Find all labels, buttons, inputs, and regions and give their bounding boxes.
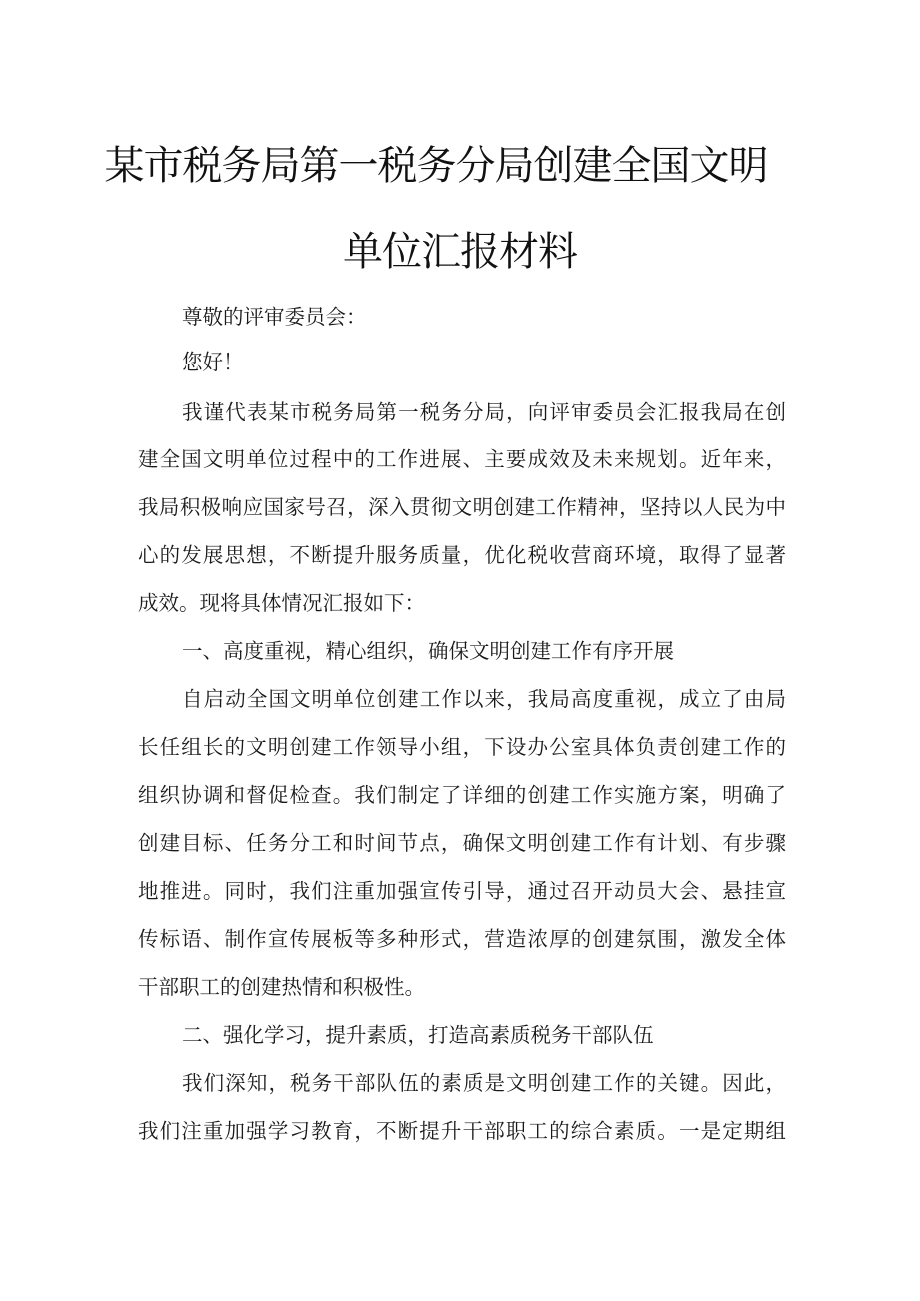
- greeting: 您好！: [182, 350, 244, 374]
- document-title-line-1: 某市税务局第一税务分局创建全国文明: [104, 143, 768, 189]
- paragraph-line: 建全国文明单位过程中的工作进展、主要成效及未来规划。近年来，: [138, 447, 786, 471]
- paragraph-line: 长任组长的文明创建工作领导小组，下设办公室具体负责创建工作的: [138, 735, 786, 759]
- section-heading-1: 一、高度重视，精心组织，确保文明创建工作有序开展: [182, 639, 674, 663]
- paragraph-line: 组织协调和督促检查。我们制定了详细的创建工作实施方案，明确了: [138, 783, 786, 807]
- paragraph-line: 成效。现将具体情况汇报如下：: [138, 591, 425, 615]
- paragraph-line: 我局积极响应国家号召，深入贯彻文明创建工作精神，坚持以人民为中: [138, 495, 786, 519]
- section-heading-2: 二、强化学习，提升素质，打造高素质税务干部队伍: [182, 1023, 654, 1047]
- paragraph-line: 创建目标、任务分工和时间节点，确保文明创建工作有计划、有步骤: [138, 831, 786, 855]
- salutation: 尊敬的评审委员会：: [182, 305, 367, 329]
- paragraph-line: 我们注重加强学习教育，不断提升干部职工的综合素质。一是定期组: [138, 1119, 786, 1143]
- paragraph-line: 自启动全国文明单位创建工作以来，我局高度重视，成立了由局: [182, 687, 786, 711]
- paragraph-line: 心的发展思想，不断提升服务质量，优化税收营商环境，取得了显著: [138, 543, 786, 567]
- document-title-line-2: 单位汇报材料: [343, 229, 577, 275]
- paragraph-line: 地推进。同时，我们注重加强宣传引导，通过召开动员大会、悬挂宣: [138, 879, 786, 903]
- paragraph-line: 传标语、制作宣传展板等多种形式，营造浓厚的创建氛围，激发全体: [138, 927, 786, 951]
- paragraph-line: 我谨代表某市税务局第一税务分局，向评审委员会汇报我局在创: [182, 400, 786, 424]
- paragraph-line: 干部职工的创建热情和积极性。: [138, 975, 425, 999]
- paragraph-line: 我们深知，税务干部队伍的素质是文明创建工作的关键。因此，: [182, 1071, 786, 1095]
